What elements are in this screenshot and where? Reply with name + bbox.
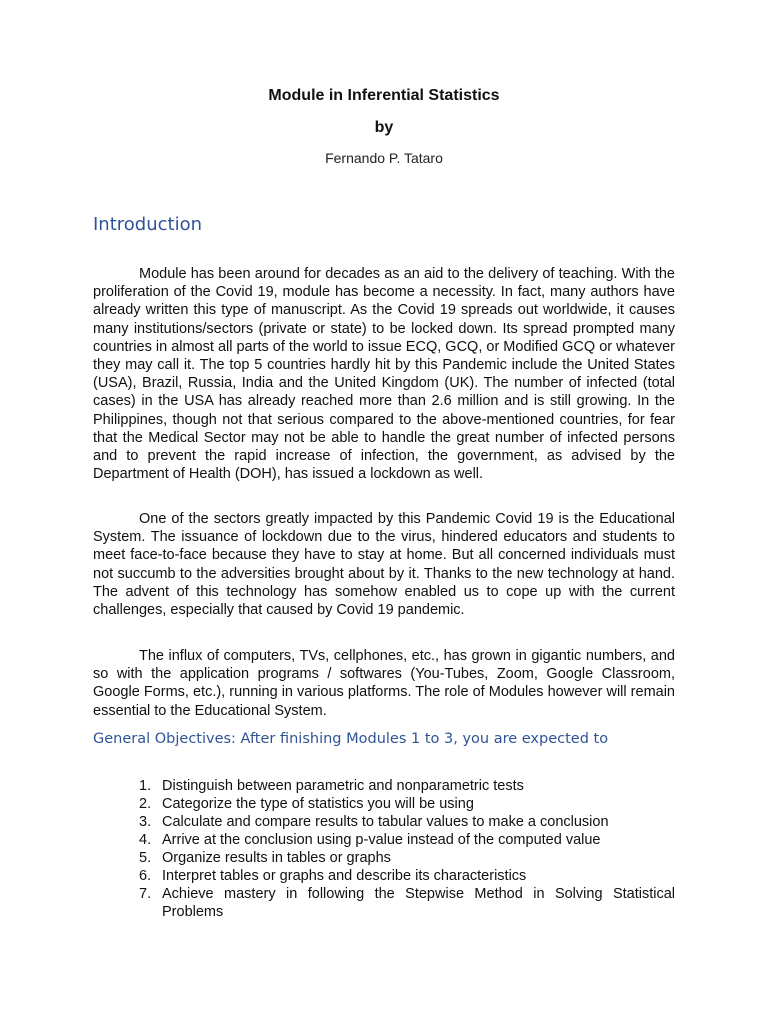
objectives-list	[93, 777, 675, 921]
list-item	[93, 777, 675, 795]
objectives-heading: General Objectives: After finishing Modules 1 to 3, you are expected to	[93, 731, 609, 747]
list-item-number: 3.	[139, 814, 152, 830]
list-item-text: Interpret tables or graphs and describe its characteristics	[162, 868, 527, 884]
list-item-number: 5.	[139, 850, 152, 866]
list-item	[93, 795, 675, 813]
list-item	[93, 867, 675, 885]
list-item	[93, 885, 675, 921]
intro-paragraph-2-text: One of the sectors greatly impacted by this Pandemic Covid 19 is the Educational System. The issuance of lockdown due to the virus, hindered educators and students to meet face-to-face because they have to stay at home. But all concerned individuals must not succumb to the adversities brought about by it. Thanks to the new technology at hand. The advent of this technology has somehow enabled us to cope up with the current challenges, especially that caused by Covid 19 pandemic.	[93, 511, 675, 619]
document-by: by	[374, 119, 394, 136]
list-item-number: 4.	[139, 832, 152, 848]
list-item-text: Arrive at the conclusion using p-value instead of the computed value	[162, 832, 601, 848]
list-item	[93, 849, 675, 867]
list-item	[93, 813, 675, 831]
list-item-text: Categorize the type of statistics you will be using	[162, 796, 474, 812]
list-item-number: 2.	[139, 796, 152, 812]
list-item	[93, 831, 675, 849]
list-item-text: Distinguish between parametric and nonparametric tests	[162, 778, 524, 794]
intro-paragraph-1	[93, 265, 675, 483]
list-item-text: Calculate and compare results to tabular values to make a conclusion	[162, 814, 609, 830]
intro-paragraph-2	[93, 510, 675, 619]
list-item-text: Organize results in tables or graphs	[162, 850, 391, 866]
intro-paragraph-3	[93, 647, 675, 720]
introduction-heading: Introduction	[93, 214, 203, 235]
list-item-number: 1.	[139, 778, 152, 794]
list-item-number: 6.	[139, 868, 152, 884]
intro-paragraph-1-text: Module has been around for decades as an aid to the delivery of teaching. With the proliferation of the Covid 19, module has become a necessity. In fact, many authors have already written this type of manuscript. As the Covid 19 spreads out worldwide, it causes many institutions/sectors (private or state) to be locked down. Its spread prompted many countries in almost all parts of the world to issue ECQ, GCQ, or Modified GCQ or whatever they may call it. The top 5 countries hardly hit by this Pandemic include the United States (USA), Brazil, Russia, India and the United Kingdom (UK). The number of infected (total cases) in the USA has already reached more than 2.6 million and is still growing. In the Philippines, though not that serious compared to the above-mentioned countries, for fear that the Medical Sector may not be able to handle the great number of infected persons and to prevent the rapid increase of infection, the government, as advised by the Department of Health (DOH), has issued a lockdown as well.	[93, 266, 675, 483]
list-item-text: Achieve mastery in following the Stepwise Method in Solving Statistical Problems	[162, 886, 675, 920]
list-item-number: 7.	[139, 886, 152, 902]
intro-paragraph-3-text: The influx of computers, TVs, cellphones, etc., has grown in gigantic numbers, and so with the application programs / softwares (You-Tubes, Zoom, Google Classroom, Google Forms, etc.), running in various platforms. The role of Modules however will remain essential to the Educational System.	[93, 648, 675, 719]
document-author: Fernando P. Tataro	[325, 150, 443, 166]
document-title: Module in Inferential Statistics	[268, 87, 500, 104]
